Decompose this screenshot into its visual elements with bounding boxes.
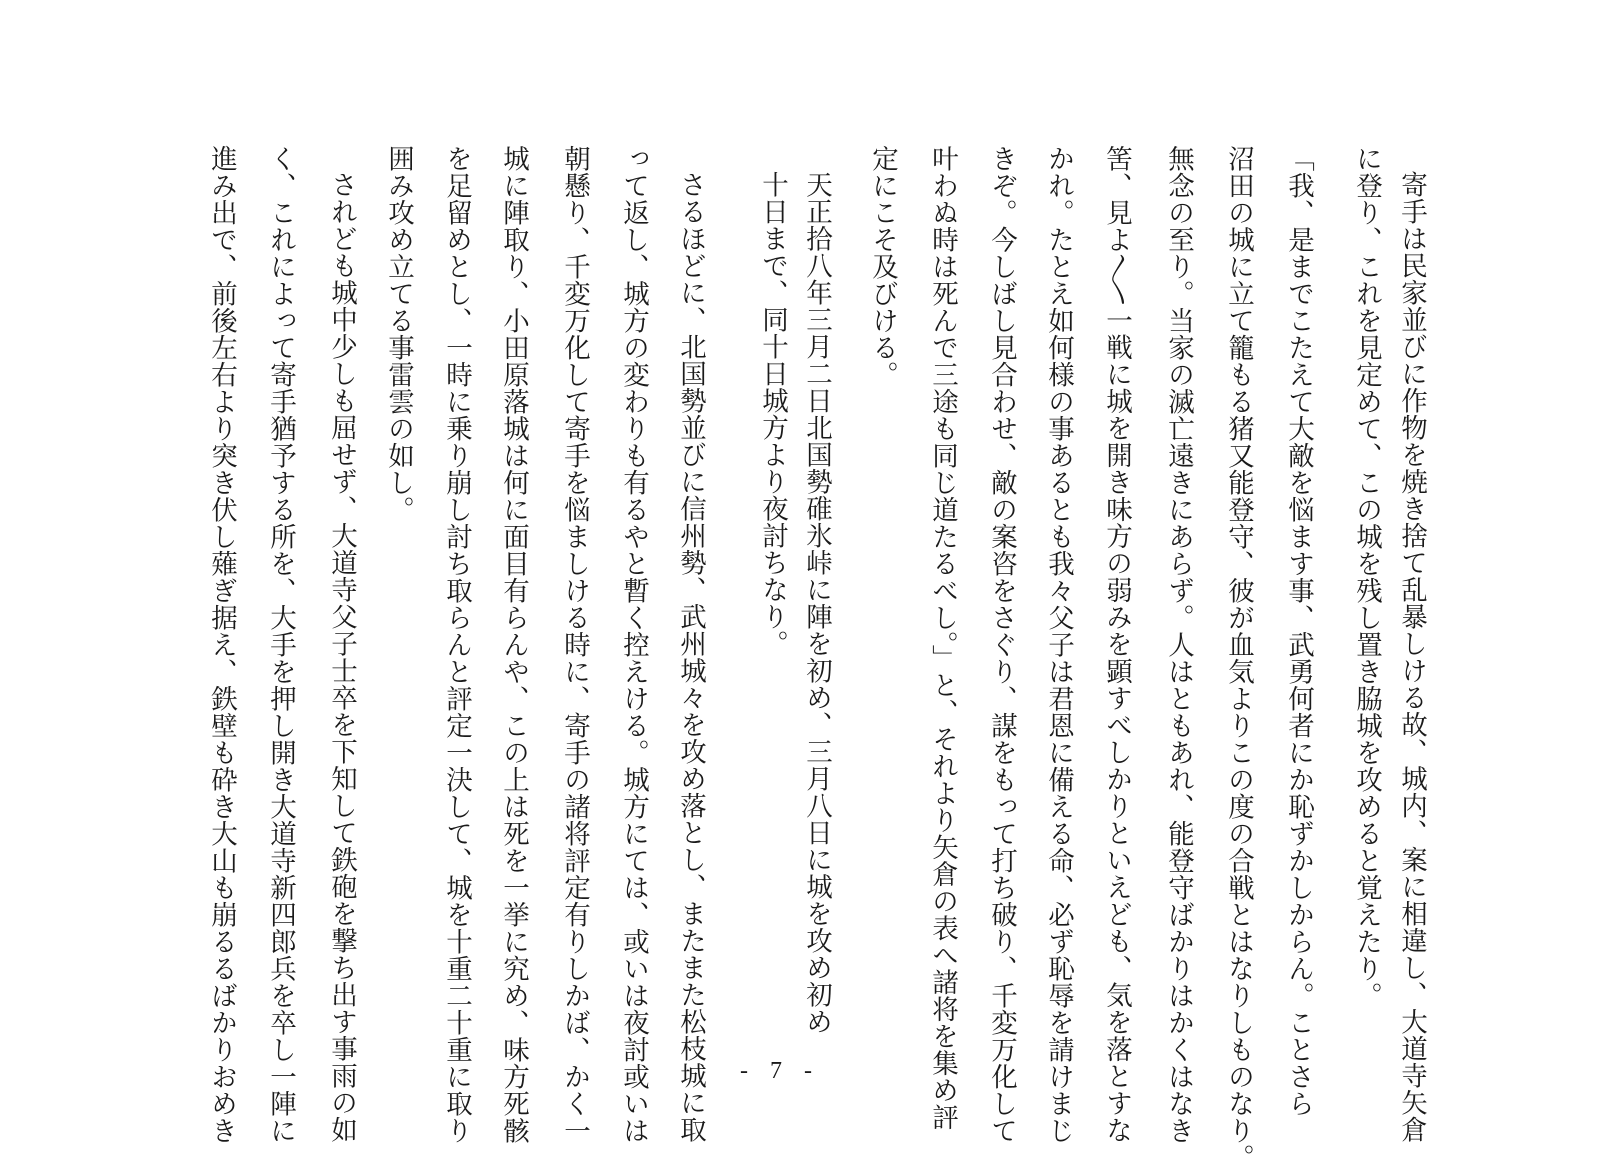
text-column-10: 定にこそ及びける。 [867,145,898,388]
text-column-1: 寄手は民家並びに作物を焼き捨て乱暴しける故、城内、案に相違し、大道寺矢倉 [1396,171,1427,1143]
page-number: - 7 - [740,1058,820,1084]
text-column-5: 無念の至り。当家の滅亡遠きにあらず。人はともあれ、能登守ばかりはかくはなき [1163,145,1194,1144]
text-column-20: く、これによって寄手猶予する所を、大手を押し開き大道寺新四郎兵を卒し一陣に [265,145,296,1144]
text-column-7: かれ。たとえ如何様の事あるとも我々父子は君恩に備える命、必ず恥辱を請けまじ [1043,145,1074,1144]
text-column-14: って返し、城方の変わりも有るやと暫く控えける。城方にては、或いは夜討或いは [618,145,649,1144]
text-column-17: を足留めとし、一時に乗り崩し討ち取らんと評定一決して、城を十重二十重に取り [441,145,472,1144]
date-column-2: 十日まで、同十日城方より夜討ちなり。 [757,171,788,657]
text-column-15: 朝懸り、千変万化して寄手を悩ましける時に、寄手の諸将評定有りしかば、かく一 [559,145,590,1144]
text-column-18: 囲み攻め立てる事雷雲の如し。 [383,145,414,523]
text-column-16: 城に陣取り、小田原落城は何に面目有らんや、この上は死を一挙に究め、味方死骸 [498,145,529,1144]
text-column-9: 叶わぬ時は死んで三途も同じ道たるべし。」と、それより矢倉の表へ諸将を集め評 [927,145,958,1131]
text-column-13: さるほどに、北国勢並びに信州勢、武州城々を攻め落とし、またまた松枝城に取 [675,171,706,1143]
text-column-8: きぞ。今しばし見合わせ、敵の案咨をさぐり、謀をもって打ち破り、千変万化して [986,145,1017,1144]
text-column-4: 沼田の城に立て籠もる猪又能登守、彼が血気よりこの度の合戦とはなりしものなり。 [1223,145,1254,1171]
text-column-6: 筈、見よ〱一戦に城を開き味方の弱みを顕すべしかりといえども、気を落とすな [1101,145,1132,1144]
text-column-19: されども城中少しも屈せず、大道寺父子士卒を下知して鉄砲を撃ち出す事雨の如 [326,171,357,1143]
text-column-21: 進み出で、前後左右より突き伏し薙ぎ据え、鉄壁も砕き大山も崩るるばかりおめき [206,145,237,1144]
text-column-2: に登り、これを見定めて、この城を残し置き脇城を攻めると覚えたり。 [1351,145,1382,1009]
text-column-3: 「我、是までこたえて大敵を悩ます事、武勇何者にか恥ずかしからん。ことさら [1283,145,1314,1117]
date-column-1: 天正拾八年三月二日北国勢碓氷峠に陣を初め、三月八日に城を攻め初め [801,171,832,1035]
